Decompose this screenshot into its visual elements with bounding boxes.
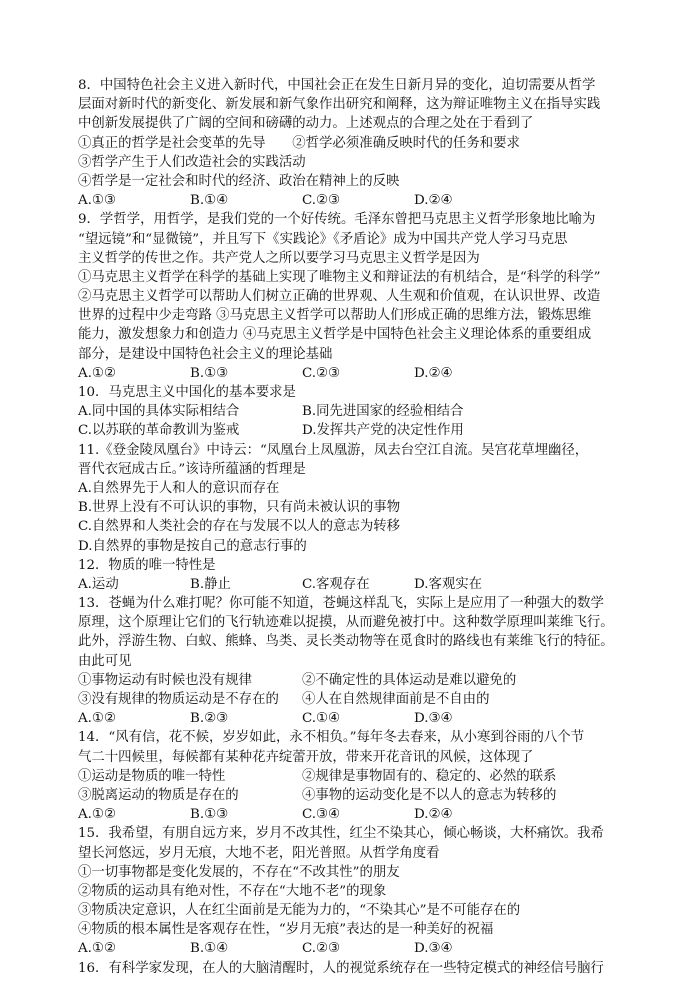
- answer-options: [78, 421, 623, 440]
- statement: 部分，是建设中国特色社会主义的理论基础: [78, 346, 333, 362]
- statement-row: [78, 671, 623, 690]
- option-c: C.②③: [302, 193, 341, 209]
- question-stem: 15．我希望，有朋自远方来，岁月不改其性，红尘不染其心，倾心畅谈，大杯痛饮。我希: [78, 826, 604, 842]
- question-stem: 此外，浮游生物、白蚁、熊蜂、鸟类、灵长类动物等在觅食时的路线也有莱维飞行的特征。: [78, 634, 614, 650]
- question-stem: 16．有科学家发现，在人的大脑清醒时，人的视觉系统存在一些特定模式的神经信号脑行: [78, 960, 604, 976]
- question-8: [78, 76, 623, 210]
- option-d: D.③④: [414, 711, 453, 727]
- answer-options: [78, 402, 623, 421]
- option-a: A.运动: [78, 576, 119, 592]
- option-a: A.①②: [78, 365, 116, 381]
- question-stem: 望长河悠远，岁月无痕，大地不老，阳光普照。从哲学角度看: [78, 845, 440, 861]
- question-stem: 晋代衣冠成古丘。”该诗所蕴涵的哲理是: [78, 461, 306, 477]
- question-stem: 9．学哲学，用哲学，是我们党的一个好传统。毛泽东曾把马克思主义哲学形象地比喻为: [78, 212, 596, 228]
- option-c: C.①④: [302, 711, 341, 727]
- statement: ①运动是物质的唯一特性: [78, 768, 226, 784]
- statement: ④哲学是一定社会和时代的经济、政治在精神上的反映: [78, 173, 400, 189]
- statement: ④人在自然规律面前是不自由的: [302, 692, 490, 707]
- option-b: B.①③: [190, 807, 229, 823]
- option-a: A.自然界先于人和人的意识而存在: [78, 480, 280, 496]
- option-a: A.①②: [78, 711, 116, 727]
- option-c: C.②③: [302, 365, 341, 381]
- option-d: D.②④: [414, 807, 453, 823]
- question-stem: 中创新发展提供了广阔的空间和磅礴的动力。上述观点的合理之处在于看到了: [78, 116, 534, 132]
- answer-options: [78, 575, 623, 594]
- statement: ③没有规律的物质运动是不存在的: [78, 692, 279, 707]
- answer-options: [78, 709, 623, 728]
- statement-row: [78, 767, 623, 786]
- statement: ③哲学产生于人们改造社会的实践活动: [78, 154, 306, 170]
- option-d: D.②④: [414, 365, 453, 381]
- question-stem: 原理，这个原理让它们的飞行轨迹难以捉摸，从而避免被打中。这种数学原理叫莱维飞行。: [78, 615, 614, 631]
- statement: ②不确定性的具体运动是难以避免的: [302, 672, 517, 688]
- question-13: [78, 594, 623, 728]
- option-c: C.以苏联的革命教训为鉴戒: [78, 423, 240, 439]
- option-c: C.②③: [302, 941, 341, 957]
- option-a: A.①②: [78, 807, 116, 823]
- statement: ①马克思主义哲学在科学的基础上实现了唯物主义和辩证法的有机结合，是“科学的科学”: [78, 269, 601, 285]
- answer-options: [78, 364, 623, 383]
- answer-options: [78, 939, 623, 958]
- statement: ②马克思主义哲学可以帮助人们树立正确的世界观、人生观和价值观，在认识世界、改造: [78, 289, 601, 305]
- option-d: D.自然界的事物是按自己的意志行事的: [78, 538, 307, 554]
- statement: ④物质的根本属性是客观存在性，“岁月无痕”表达的是一种美好的祝福: [78, 922, 494, 938]
- option-d: D.③④: [414, 941, 453, 957]
- option-d: D.发挥共产党的决定性作用: [302, 423, 464, 439]
- question-stem: 10．马克思主义中国化的基本要求是: [78, 385, 296, 400]
- question-14: [78, 728, 623, 824]
- question-stem: 气二十四候里，每候都有某种花卉绽蕾开放，带来开花音讯的风候，这体现了: [78, 749, 534, 765]
- statement-row: [78, 786, 623, 805]
- question-stem: 8．中国特色社会主义进入新时代，中国社会正在发生日新月异的变化，迫切需要从哲学: [78, 78, 596, 93]
- statement: ①真正的哲学是社会变革的先导 ②哲学必须准确反映时代的任务和要求: [78, 135, 520, 151]
- statement: ②物质的运动具有绝对性，不存在“大地不老”的现象: [78, 883, 387, 899]
- question-stem: 由此可见: [78, 653, 132, 669]
- statement: ③脱离运动的物质是存在的: [78, 787, 239, 803]
- statement-row: [78, 690, 623, 709]
- option-a: A.同中国的具体实际相结合: [78, 404, 240, 420]
- question-12: [78, 556, 623, 594]
- answer-options: [78, 805, 623, 824]
- option-b: B.静止: [190, 576, 231, 592]
- question-stem: “望远镜”和“显微镜”，并且写下《实践论》《矛盾论》成为中国共产党人学习马克思: [78, 231, 568, 247]
- option-b: B.②③: [190, 711, 229, 727]
- statement: ①一切事物都是变化发展的，不存在“不改其性”的朋友: [78, 864, 400, 880]
- option-d: D.②④: [414, 193, 453, 209]
- statement: 世界的过程中少走弯路 ③马克思主义哲学可以帮助人们形成正确的思维方法，锻炼思维: [78, 308, 592, 324]
- question-10: [78, 383, 623, 441]
- question-stem: 11.《登金陵凤凰台》中诗云：“凤凰台上凤凰游，凤去台空江自流。吴宫花草埋幽径，: [78, 442, 589, 458]
- question-16: [78, 959, 623, 978]
- exam-page: [78, 76, 623, 978]
- option-b: B.世界上没有不可认识的事物，只有尚未被认识的事物: [78, 500, 401, 516]
- question-stem: 12．物质的唯一特性是: [78, 557, 216, 573]
- question-9: [78, 210, 623, 383]
- statement: ①事物运动有时候也没有规律: [78, 672, 253, 688]
- question-11: [78, 441, 623, 556]
- question-stem: 层面对新时代的新变化、新发展和新气象作出研究和阐释，这为辩证唯物主义在指导实践: [78, 97, 601, 113]
- question-stem: 主义哲学的传世之作。共产党人之所以要学习马克思主义哲学是因为: [78, 250, 480, 266]
- answer-options: [78, 191, 623, 210]
- question-stem: 14．“风有信，花不候，岁岁如此，永不相负。”每年冬去春来，从小寒到谷雨的八个节: [78, 730, 585, 746]
- option-b: B.①③: [190, 365, 229, 381]
- statement: 能力，激发想象力和创造力 ④马克思主义哲学是中国特色社会主义理论体系的重要组成: [78, 327, 592, 343]
- option-b: B.①④: [190, 193, 229, 209]
- question-stem: 13．苍蝇为什么难打呢？你可能不知道，苍蝇这样乱飞，实际上是应用了一种强大的数学: [78, 596, 604, 612]
- option-b: B.①④: [190, 941, 229, 957]
- statement: ④事物的运动变化是不以人的意志为转移的: [302, 787, 557, 803]
- question-15: [78, 824, 623, 958]
- option-a: A.①②: [78, 941, 116, 957]
- statement: ②规律是事物固有的、稳定的、必然的联系: [302, 768, 557, 784]
- option-c: C.自然界和人类社会的存在与发展不以人的意志为转移: [78, 519, 401, 535]
- option-c: C.客观存在: [302, 576, 370, 592]
- option-d: D.客观实在: [414, 576, 483, 592]
- statement: ③物质决定意识，人在红尘面前是无能为力的，“不染其心”是不可能存在的: [78, 903, 521, 919]
- option-c: C.③④: [302, 807, 341, 823]
- option-a: A.①③: [78, 193, 116, 209]
- option-b: B.同先进国家的经验相结合: [302, 404, 464, 420]
